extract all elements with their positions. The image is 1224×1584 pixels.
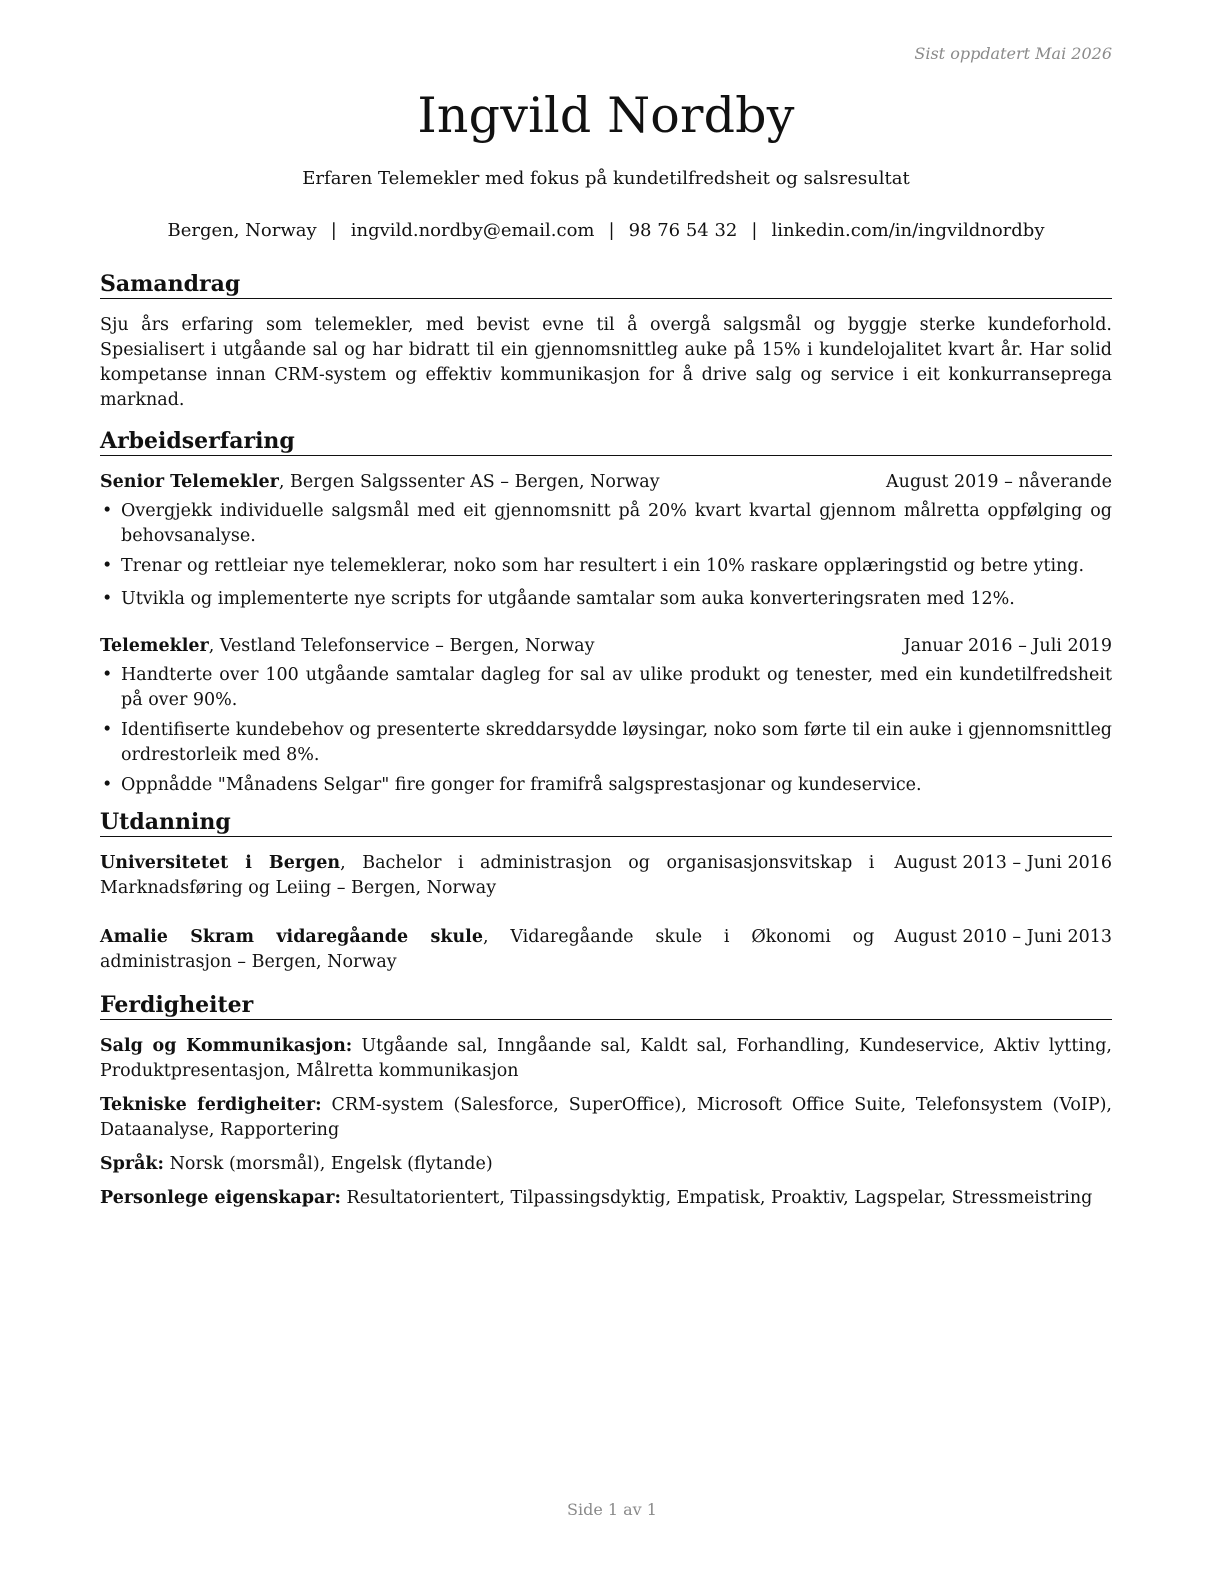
skill-row	[100, 1093, 1112, 1143]
job-header	[100, 470, 1112, 495]
list-item	[100, 499, 1112, 549]
job-bullets	[100, 499, 1112, 612]
skill-value: Norsk (morsmål), Engelsk (flytande)	[164, 1154, 493, 1174]
degree-detail: , Vidaregåande skule i Økonomi og administrasjon – Bergen, Norway	[100, 927, 875, 972]
summary-text: Sju års erfaring som telemekler, med bevist evne til å overgå salgsmål og byggje sterke kundeforhold. Spesialisert i utgåande sal og har bidratt til ein gjennomsnittleg auke på 15% i kundelojalitet kvart år. Har solid kompetanse innan CRM-system og effektiv kommunikasjon for å drive salg og service i eit konkurransepregа marknad.	[100, 315, 1112, 410]
page-number: Side 1 av 1	[567, 1500, 657, 1519]
skills-section	[100, 991, 1112, 1211]
list-item	[100, 554, 1112, 579]
section-heading: Arbeidserfaring	[100, 427, 1112, 456]
section-heading: Ferdigheiter	[100, 991, 1112, 1020]
education-section	[100, 808, 1112, 975]
contact-linkedin[interactable]: linkedin.com/in/ingvildnordby	[771, 220, 1045, 241]
tagline: Erfaren Telemekler med fokus på kundetilfredsheit og salsresultat	[302, 168, 910, 189]
job-bullets	[100, 663, 1112, 798]
bullet-text: Oppnådde "Månadens Selgar" fire gonger for framifrå salgsprestasjonar og kundeservice.	[121, 775, 922, 795]
job-title-line	[100, 634, 904, 659]
job-role: Telemekler	[100, 636, 209, 656]
education-title-line	[100, 851, 894, 901]
bullet-icon: •	[102, 589, 113, 609]
job-employer: , Bergen Salgssenter AS – Bergen, Norway	[278, 472, 660, 492]
bullet-icon: •	[102, 720, 113, 740]
job-title-line	[100, 470, 886, 495]
bullet-icon: •	[102, 775, 113, 795]
list-item	[100, 773, 1112, 798]
bullet-text: Utvikla og implementerte nye scripts for utgåande samtalar som auka konverteringsraten med 12%.	[121, 589, 1015, 609]
contact-separator: |	[330, 220, 337, 241]
bullet-text: Handterte over 100 utgåande samtalar dagleg for sal av ulike produkt og tenester, med ein kundetilfredsheit på over 90%.	[121, 665, 1112, 710]
last-updated-note: Sist oppdatert Mai 2026	[914, 44, 1112, 63]
candidate-name: Ingvild Nordby	[417, 87, 795, 144]
contact-phone: 98 76 54 32	[628, 220, 738, 241]
list-item	[100, 663, 1112, 713]
education-dates: August 2013 – Juni 2016	[894, 853, 1112, 873]
job-employer: , Vestland Telefonservice – Bergen, Norway	[208, 636, 595, 656]
skill-value: CRM-system (Salesforce, SuperOffice), Microsoft Office Suite, Telefonsystem (VoIP), Dataanalyse, Rapportering	[100, 1095, 1112, 1140]
skill-value: Resultatorientert, Tilpassingsdyktig, Empatisk, Proaktiv, Lagspelar, Stressmeistring	[340, 1188, 1093, 1208]
bullet-text: Identifiserte kundebehov og presenterte skreddarsydde løysingar, noko som førte til ein auke i gjennomsnittleg ordrestorleik med 8%.	[121, 720, 1112, 765]
section-heading: Utdanning	[100, 808, 1112, 837]
summary-section	[100, 270, 1112, 413]
contact-separator: |	[751, 220, 758, 241]
school-name: Universitetet i Bergen	[100, 853, 341, 873]
contact-email[interactable]: ingvild.nordby@email.com	[350, 220, 595, 241]
bullet-icon: •	[102, 501, 113, 521]
degree-detail: , Bachelor i administrasjon og organisasjonsvitskap i Marknadsføring og Leiing – Bergen, Norway	[100, 853, 875, 898]
list-item	[100, 718, 1112, 768]
job-entry	[100, 470, 1112, 612]
skill-value: Utgåande sal, Inngåande sal, Kaldt sal, Forhandling, Kundeservice, Aktiv lytting, Produktpresentasjon, Målretta kommunikasjon	[100, 1036, 1112, 1081]
job-dates: August 2019 – nåverande	[886, 472, 1112, 492]
skill-label: Personlege eigenskapar:	[100, 1188, 341, 1208]
school-name: Amalie Skram vidaregåande skule	[100, 927, 483, 947]
bullet-icon: •	[102, 665, 113, 685]
job-dates: Januar 2016 – Juli 2019	[903, 636, 1112, 656]
skill-label: Salg og Kommunikasjon:	[100, 1036, 353, 1056]
job-header	[100, 634, 1112, 659]
bullet-icon: •	[102, 556, 113, 576]
section-heading: Samandrag	[100, 270, 1112, 299]
skill-row	[100, 1152, 1112, 1177]
contact-location: Bergen, Norway	[167, 220, 317, 241]
list-item	[100, 587, 1112, 612]
resume-body	[100, 270, 1112, 1220]
skill-label: Språk:	[100, 1154, 165, 1174]
skill-row	[100, 1186, 1112, 1211]
education-title-line	[100, 925, 894, 975]
skill-label: Tekniske ferdigheiter:	[100, 1095, 322, 1115]
skill-row	[100, 1034, 1112, 1084]
bullet-text: Trenar og rettleiar nye telemeklerar, noko som har resultert i ein 10% raskare opplæringstid og betre yting.	[121, 556, 1085, 576]
contact-separator: |	[608, 220, 615, 241]
education-entry	[100, 851, 1112, 901]
experience-section	[100, 427, 1112, 798]
education-entry	[100, 925, 1112, 975]
job-role: Senior Telemekler	[100, 472, 279, 492]
bullet-text: Overgjekk individuelle salgsmål med eit gjennomsnitt på 20% kvart kvartal gjennom målretta oppfølging og behovsanalyse.	[121, 501, 1112, 546]
education-dates: August 2010 – Juni 2013	[894, 927, 1112, 947]
job-entry	[100, 634, 1112, 798]
contact-line	[100, 218, 1112, 244]
